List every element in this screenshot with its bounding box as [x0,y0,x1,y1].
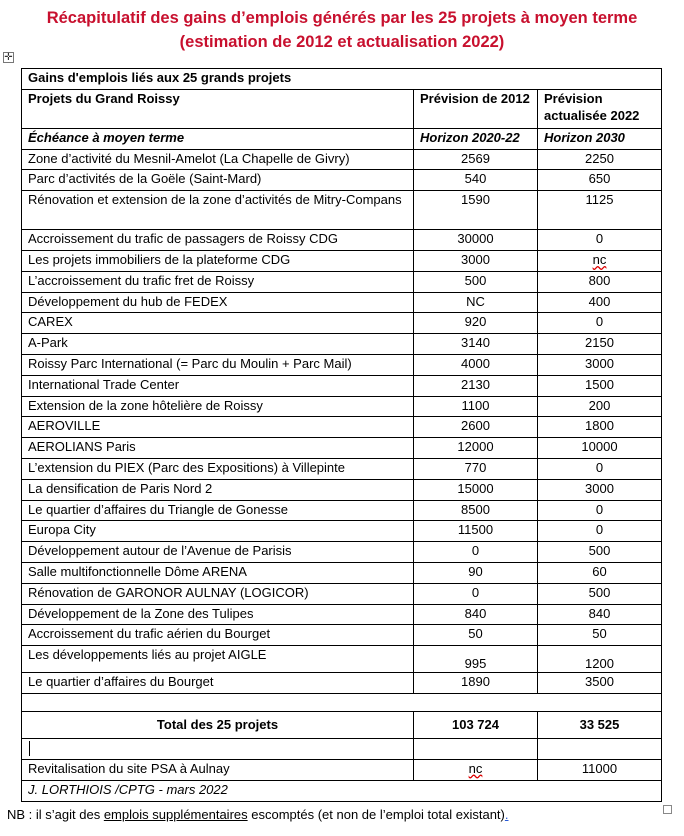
value-2012: 3000 [414,250,538,271]
value-2022: 650 [538,170,662,191]
text-cursor [29,741,30,756]
value-2012: 500 [414,271,538,292]
table-row [22,646,662,673]
table-row [22,271,662,292]
value-2012: 12000 [414,438,538,459]
value-2022: 3500 [538,673,662,694]
total-2012: 103 724 [414,711,538,738]
value-2012: 2600 [414,417,538,438]
project-name: Le quartier d’affaires du Bourget [22,673,414,694]
value-2022: 1500 [538,375,662,396]
value-2012: 540 [414,170,538,191]
value-2012: 50 [414,625,538,646]
table-row [22,625,662,646]
project-name: Rénovation et extension de la zone d’activités de Mitry-Compans [22,191,414,230]
project-name: AEROVILLE [22,417,414,438]
value-2012: 3140 [414,334,538,355]
value-2012: 0 [414,542,538,563]
table-row [22,673,662,694]
project-name: La densification de Paris Nord 2 [22,479,414,500]
value-2012: 2569 [414,149,538,170]
value-2022: 0 [538,521,662,542]
value-2022: 0 [538,500,662,521]
table-row [22,149,662,170]
value-2022: 0 [538,313,662,334]
value-2022: 1800 [538,417,662,438]
value-2012: 15000 [414,479,538,500]
project-name: Développement du hub de FEDEX [22,292,414,313]
author: J. LORTHIOIS /CPTG - mars 2022 [22,780,414,801]
project-name: Zone d’activité du Mesnil-Amelot (La Chapelle de Givry) [22,149,414,170]
col-header-2012: Prévision de 2012 [414,89,538,128]
table-row [22,604,662,625]
value-2022: 10000 [538,438,662,459]
table-row [22,438,662,459]
value-2022: 3000 [538,354,662,375]
subheader-row [22,128,662,149]
table-row [22,396,662,417]
value-2022: nc [538,250,662,271]
title-line-2: (estimation de 2012 et actualisation 2022) [179,33,505,51]
value-2012: 4000 [414,354,538,375]
table-row [22,542,662,563]
value-2012: 8500 [414,500,538,521]
subheader-2022: Horizon 2030 [538,128,662,149]
project-name: Accroissement du trafic de passagers de Roissy CDG [22,230,414,251]
project-name: Parc d’activités de la Goële (Saint-Mard) [22,170,414,191]
project-name: L’extension du PIEX (Parc des Expositions) à Villepinte [22,458,414,479]
project-name: CAREX [22,313,414,334]
project-name: A-Park [22,334,414,355]
page-title [0,6,684,54]
table-row [22,521,662,542]
value-2012: 770 [414,458,538,479]
project-name: Développement autour de l’Avenue de Parisis [22,542,414,563]
table-row [22,191,662,230]
project-name: L’accroissement du trafic fret de Roissy [22,271,414,292]
move-icon: ✛ [4,52,13,63]
header-row [22,89,662,128]
cursor-row [22,738,662,759]
table-row [22,250,662,271]
jobs-table [21,68,662,802]
value-2012: 1100 [414,396,538,417]
project-name: International Trade Center [22,375,414,396]
project-name: Roissy Parc International (= Parc du Moulin + Parc Mail) [22,354,414,375]
value-2022: 3000 [538,479,662,500]
footnote-link[interactable]: . [504,807,509,822]
value-2022: 2250 [538,149,662,170]
value-2022: 0 [538,458,662,479]
value-2012: 995 [414,646,538,673]
project-name: Les projets immobiliers de la plateforme CDG [22,250,414,271]
table-row [22,458,662,479]
project-name: AEROLIANS Paris [22,438,414,459]
value-2022: 60 [538,562,662,583]
project-name: Les développements liés au projet AIGLE [22,646,414,673]
psa-row [22,759,662,780]
table-row [22,313,662,334]
value-2012: 920 [414,313,538,334]
psa-label: Revitalisation du site PSA à Aulnay [22,759,414,780]
footnote: NB : il s’agit des emplois supplémentaires escomptés (et non de l’emploi total existant). [7,807,509,822]
value-2022: 840 [538,604,662,625]
table-row [22,479,662,500]
editable-cell[interactable] [22,738,414,759]
col-header-project: Projets du Grand Roissy [22,89,414,128]
value-2012: 1890 [414,673,538,694]
table-row [22,170,662,191]
total-label: Total des 25 projets [22,711,414,738]
project-name: Développement de la Zone des Tulipes [22,604,414,625]
value-2022: 2150 [538,334,662,355]
value-2012: 11500 [414,521,538,542]
project-name: Extension de la zone hôtelière de Roissy [22,396,414,417]
value-2022: 500 [538,542,662,563]
value-2012: NC [414,292,538,313]
table-row [22,417,662,438]
value-2022: 0 [538,230,662,251]
value-2022: 1200 [538,646,662,673]
value-2012: 90 [414,562,538,583]
value-2022: 50 [538,625,662,646]
table-row [22,334,662,355]
project-name: Rénovation de GARONOR AULNAY (LOGICOR) [22,583,414,604]
table-move-handle[interactable] [3,52,14,63]
table-row [22,354,662,375]
value-2022: 1125 [538,191,662,230]
total-2022: 33 525 [538,711,662,738]
caption-row [22,69,662,90]
footnote-emphasis: emplois supplémentaires [103,807,248,822]
author-row [22,780,662,801]
psa-2022: 11000 [538,759,662,780]
table-caption: Gains d'emplois liés aux 25 grands projets [22,69,662,90]
table-row [22,583,662,604]
project-name: Salle multifonctionnelle Dôme ARENA [22,562,414,583]
table-resize-handle[interactable] [663,805,672,814]
col-header-2022: Prévision actualisée 2022 [538,89,662,128]
value-2022: 200 [538,396,662,417]
table-row [22,375,662,396]
value-2012: 840 [414,604,538,625]
table-row [22,500,662,521]
table-row [22,292,662,313]
project-name: Le quartier d’affaires du Triangle de Gonesse [22,500,414,521]
empty-row [22,693,662,711]
value-2022: 800 [538,271,662,292]
title-line-1: Récapitulatif des gains d’emplois générés par les 25 projets à moyen terme [46,9,638,27]
value-2012: 2130 [414,375,538,396]
value-2022: 400 [538,292,662,313]
total-row [22,711,662,738]
table-row [22,562,662,583]
table-row [22,230,662,251]
project-name: Europa City [22,521,414,542]
value-2022: 500 [538,583,662,604]
psa-2012: nc [414,759,538,780]
value-2012: 0 [414,583,538,604]
subheader-label: Échéance à moyen terme [22,128,414,149]
value-2012: 30000 [414,230,538,251]
project-name: Accroissement du trafic aérien du Bourget [22,625,414,646]
value-2012: 1590 [414,191,538,230]
subheader-2012: Horizon 2020-22 [414,128,538,149]
